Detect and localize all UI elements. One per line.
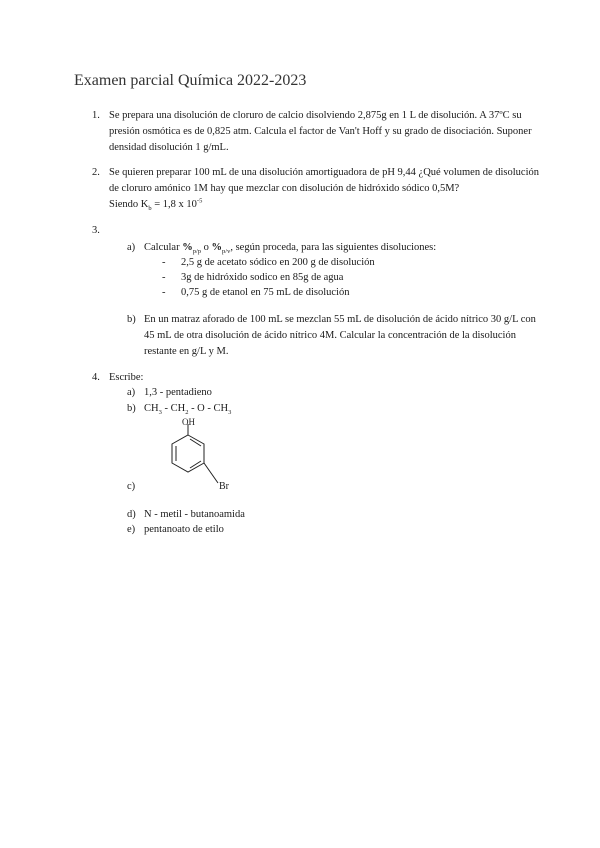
q4-c-label: c): [127, 481, 136, 492]
q3-a-prefix: Calcular: [144, 242, 183, 253]
q2-constant-mid: = 1,8 x 10: [151, 199, 197, 210]
q4-b-part3: - O - CH: [188, 403, 229, 414]
q3-b-text: En un matraz aforado de 100 mL se mezclan 55 mL de disolución de ácido nítrico 30 g/L con 45 mL de otra disolución de ácido nítrico 4M. Calcular la concentración de la disolución restante en g/L y M.: [144, 314, 536, 357]
q2-text: Se quieren preparar 100 mL de una disolución amortiguadora de pH 9,44 ¿Qué volumen de disolución de cloruro amónico 1M hay que mezclar con disolución de hidróxido sódico 0,5M?: [109, 167, 539, 194]
q3-a-or: o: [201, 242, 212, 253]
q1-text: Se prepara una disolución de cloruro de calcio disolviendo 2,875g en 1 L de disolución. A 37ºC su presión osmótica es de 0,825 atm. Calcula el factor de Van't Hoff y su grado de disociación. Suponer densidad disolución 1 g/mL.: [109, 110, 532, 153]
q2-constant: [109, 197, 539, 213]
q3-a-label: a): [127, 242, 136, 253]
q2-constant-sup: -5: [196, 197, 203, 205]
ring-double-bond-3: [190, 439, 201, 446]
q4-intro: Escribe:: [109, 372, 144, 383]
q3-item-1: 2,5 g de acetato sódico en 200 g de disolución: [181, 257, 375, 268]
page-title: Examen parcial Química 2022-2023: [74, 72, 307, 89]
q4-b-part1: CH: [144, 403, 159, 414]
q1-number: 1.: [92, 110, 100, 121]
oh-label: OH: [182, 417, 195, 427]
q3-a-suffix: , según proceda, para las siguientes disoluciones:: [230, 242, 437, 253]
q3-a-sub1: p/p: [192, 248, 202, 256]
q4-b-sub2: 2: [185, 409, 189, 417]
q3-number: 3.: [92, 225, 100, 236]
q4-a-label: a): [127, 387, 136, 398]
q2-constant-prefix: Siendo K: [109, 199, 149, 210]
q2-constant-sub: b: [148, 205, 152, 213]
q2-number: 2.: [92, 167, 100, 178]
q4-a-text: 1,3 - pentadieno: [144, 387, 212, 398]
q3-item-2: 3g de hidróxido sodico en 85g de agua: [181, 272, 344, 283]
br-label: Br: [219, 481, 229, 492]
q3-a-pct2: %: [211, 242, 223, 253]
benzene-ring: [172, 424, 218, 483]
q4-d-text: N - metil - butanoamida: [144, 509, 245, 520]
br-bond: [204, 463, 218, 483]
bromophenol-structure: [160, 415, 240, 495]
q4-b-part2: - CH: [161, 403, 186, 414]
q3-b-label: b): [127, 314, 136, 325]
q4-number: 4.: [92, 372, 100, 383]
ring-double-bond-2: [190, 461, 201, 468]
q3-item-dash: -: [162, 272, 166, 283]
q3-a-pct1: %: [182, 242, 193, 253]
q3-item-3: 0,75 g de etanol en 75 mL de disolución: [181, 287, 350, 298]
q3-item-dash: -: [162, 287, 166, 298]
q4-b-sub1: 3: [158, 409, 162, 417]
q3-a-sub2: p/v: [222, 248, 231, 256]
q4-d-label: d): [127, 509, 136, 520]
ring-outline: [172, 435, 204, 472]
q3-item-dash: -: [162, 257, 166, 268]
q3-a-text: [144, 240, 540, 256]
q4-b-sub3: 3: [228, 409, 232, 417]
q4-e-text: pentanoato de etilo: [144, 524, 224, 535]
q4-b-label: b): [127, 403, 136, 414]
q4-e-label: e): [127, 524, 136, 535]
